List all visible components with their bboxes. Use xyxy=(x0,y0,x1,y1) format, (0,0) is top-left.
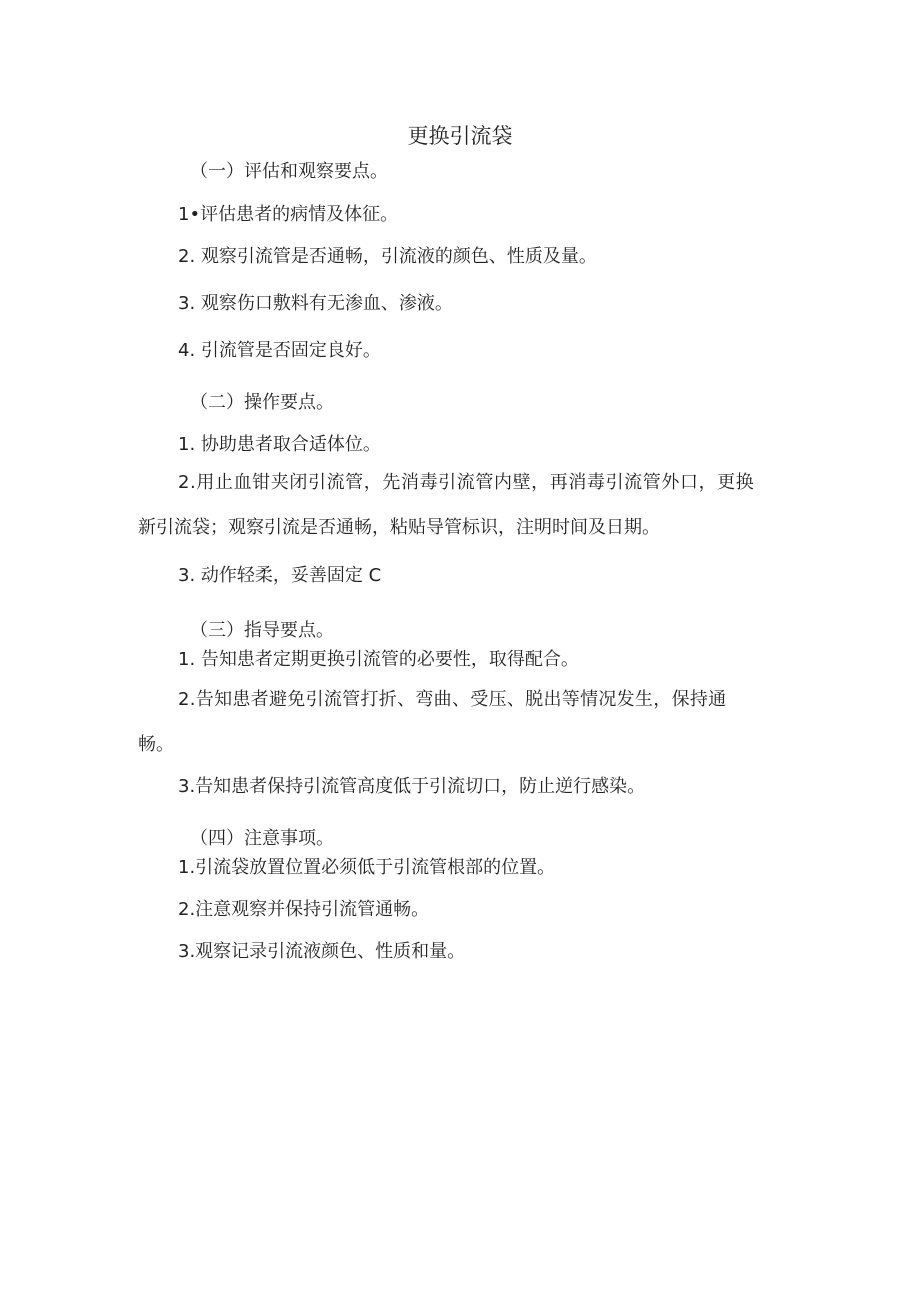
document-title: 更换引流袋 xyxy=(407,124,513,148)
section-2-item-3: 3. 动作轻柔，妥善固定 C xyxy=(178,565,382,586)
section-4-item-2: 2.注意观察并保持引流管通畅。 xyxy=(178,899,430,920)
section-3-item-2: 2.告知患者避免引流管打折、弯曲、受压、脱出等情况发生，保持通 xyxy=(178,689,727,710)
section-1-heading: （一）评估和观察要点。 xyxy=(190,161,388,182)
section-4-heading: （四）注意事项。 xyxy=(190,828,334,849)
section-2-item-2: 2.用止血钳夹闭引流管，先消毒引流管内壁，再消毒引流管外口，更换 xyxy=(178,472,755,493)
section-3-item-1: 1. 告知患者定期更换引流管的必要性，取得配合。 xyxy=(178,649,579,670)
section-1-item-2: 2. 观察引流管是否通畅，引流液的颜色、性质及量。 xyxy=(178,246,597,267)
section-3-item-2-continuation: 畅。 xyxy=(138,734,174,755)
section-1-item-4: 4. 引流管是否固定良好。 xyxy=(178,340,381,361)
section-4-item-3: 3.观察记录引流液颜色、性质和量。 xyxy=(178,941,466,962)
section-3-item-3: 3.告知患者保持引流管高度低于引流切口，防止逆行感染。 xyxy=(178,776,646,797)
section-4-item-1: 1.引流袋放置位置必须低于引流管根部的位置。 xyxy=(178,857,556,878)
section-1-item-1: 1•评估患者的病情及体征。 xyxy=(178,204,399,225)
section-2-item-1: 1. 协助患者取合适体位。 xyxy=(178,434,381,455)
section-3-heading: （三）指导要点。 xyxy=(190,620,334,641)
section-1-item-3: 3. 观察伤口敷料有无渗血、渗液。 xyxy=(178,293,453,314)
section-2-item-2-continuation: 新引流袋；观察引流是否通畅，粘贴导管标识，注明时间及日期。 xyxy=(138,517,660,538)
section-2-heading: （二）操作要点。 xyxy=(190,392,334,413)
